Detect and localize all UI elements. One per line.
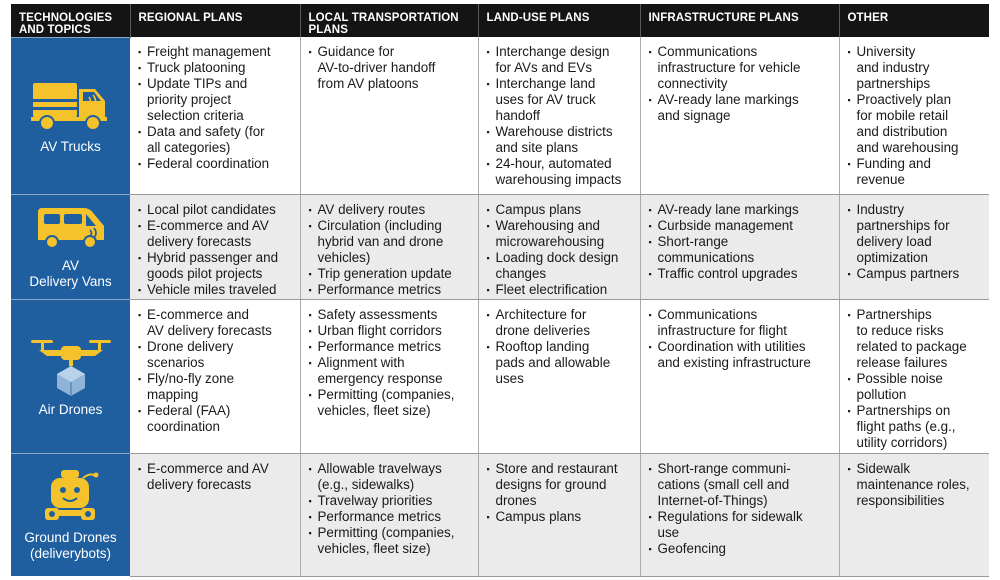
text-line: drones — [495, 492, 537, 508]
truck-icon — [31, 77, 111, 133]
text-line: Data and safety (for — [147, 124, 265, 139]
bullet-list — [309, 307, 472, 419]
text-line: Fleet electrification — [495, 281, 608, 297]
text-line: emergency response — [317, 370, 443, 386]
list-item — [138, 76, 294, 124]
text-line: Curbside management — [657, 217, 793, 233]
text-line: infrastructure for flight — [657, 322, 787, 338]
text-line: Architecture for — [495, 306, 587, 322]
text-line: Proactively plan — [856, 92, 952, 107]
cell-regional — [130, 194, 300, 299]
text-line: mapping — [147, 386, 199, 402]
text-line: Store and restaurant — [495, 460, 618, 476]
text-line: Guidance for — [317, 44, 395, 59]
list-item — [309, 339, 472, 355]
list-item — [848, 202, 984, 266]
text-line: revenue — [856, 172, 905, 187]
text-line: Drone delivery — [147, 338, 234, 354]
text-line: maintenance roles, — [856, 476, 970, 492]
text-line: Truck platooning — [147, 60, 246, 75]
header-technologies — [11, 4, 130, 37]
text-line: communications — [657, 249, 755, 265]
cell-infrastructure — [640, 194, 839, 299]
text-line: Traffic control upgrades — [657, 265, 798, 281]
list-item — [848, 266, 984, 282]
text-line: AV-ready lane markings — [657, 92, 799, 107]
list-item — [138, 403, 294, 435]
text-line: PLANS — [308, 24, 348, 36]
text-line: AV-ready lane markings — [657, 201, 799, 217]
text-line: for mobile retail — [856, 108, 949, 123]
text-line: delivery forecasts — [147, 233, 252, 249]
text-line: Short-range — [657, 233, 729, 249]
list-item — [487, 156, 634, 188]
row-av-delivery-vans — [11, 194, 989, 299]
bullet-list — [487, 44, 634, 188]
text-line: (deliverybots) — [29, 545, 112, 561]
row-ground-drones — [11, 453, 989, 576]
text-line: connectivity — [657, 76, 728, 91]
list-item — [309, 387, 472, 419]
text-line: drone deliveries — [495, 322, 591, 338]
text-line: Warehouse districts — [495, 124, 613, 139]
text-line: and existing infrastructure — [657, 354, 811, 370]
text-line: selection criteria — [147, 108, 244, 123]
text-line: LOCAL TRANSPORTATION — [308, 12, 459, 24]
list-item — [309, 307, 472, 323]
list-item — [848, 44, 984, 92]
list-item — [138, 44, 294, 60]
list-item — [138, 339, 294, 371]
text-line: microwarehousing — [495, 233, 605, 249]
list-item — [848, 92, 984, 156]
text-line: LAND-USE PLANS — [486, 12, 590, 24]
cell-other — [839, 299, 989, 453]
text-line: Ground Drones — [24, 529, 117, 545]
text-line: Internet-of-Things) — [657, 492, 768, 508]
bullet-list — [848, 44, 984, 188]
header-local-transportation-plans — [300, 4, 478, 37]
text-line: Federal coordination — [147, 156, 270, 171]
list-item — [848, 403, 984, 451]
text-line: AV Trucks — [40, 138, 101, 154]
list-item — [309, 509, 472, 525]
text-line: for AVs and EVs — [495, 60, 593, 75]
text-line: Partnerships on — [856, 402, 951, 418]
header-other — [839, 4, 989, 37]
text-line: and site plans — [495, 140, 579, 155]
text-line: Freight management — [147, 44, 271, 59]
text-line: Interchange land — [495, 76, 596, 91]
text-line: Alignment with — [317, 354, 405, 370]
header-regional-plans — [130, 4, 300, 37]
cell-land-use — [478, 299, 640, 453]
header-land-use-plans — [478, 4, 640, 37]
text-line: Performance metrics — [317, 281, 442, 297]
text-line: to reduce risks — [856, 322, 944, 338]
text-line: Rooftop landing — [495, 338, 590, 354]
text-line: pads and allowable — [495, 354, 611, 370]
text-line: from AV platoons — [317, 76, 419, 91]
text-line: Campus plans — [495, 201, 582, 217]
text-line: Circulation (including — [317, 217, 442, 233]
van-icon — [34, 204, 108, 252]
bullet-list — [848, 307, 984, 451]
list-item — [649, 541, 833, 557]
text-line: Campus partners — [856, 265, 960, 281]
text-line: and signage — [657, 108, 731, 123]
cell-other — [839, 453, 989, 576]
list-item — [649, 44, 833, 92]
planning-matrix-table — [11, 4, 989, 577]
text-line: Funding and — [856, 156, 931, 171]
topic-air-drones — [11, 299, 130, 453]
text-line: Coordination with utilities — [657, 338, 806, 354]
cell-other — [839, 37, 989, 194]
list-item — [487, 250, 634, 282]
list-item — [309, 202, 472, 218]
list-item — [487, 202, 634, 218]
cell-regional — [130, 37, 300, 194]
list-item — [649, 92, 833, 124]
bullet-list — [138, 44, 294, 172]
text-line: Communications — [657, 44, 758, 59]
bullet-list — [649, 307, 833, 371]
cell-infrastructure — [640, 453, 839, 576]
text-line: Allowable travelways — [317, 460, 442, 476]
list-item — [309, 218, 472, 266]
text-line: E-commerce and AV — [147, 217, 269, 233]
text-line: coordination — [147, 418, 220, 434]
bullet-list — [649, 461, 833, 557]
list-item — [649, 202, 833, 218]
text-line: Vehicle miles traveled — [147, 281, 277, 297]
list-item — [138, 60, 294, 76]
text-line: flight paths (e.g., — [856, 418, 956, 434]
text-line: use — [657, 524, 680, 540]
text-line: Short-range communi- — [657, 460, 791, 476]
text-line: AV — [61, 257, 79, 273]
list-item — [138, 461, 294, 493]
text-line: Hybrid passenger and — [147, 249, 279, 265]
cell-regional — [130, 299, 300, 453]
bullet-list — [649, 44, 833, 124]
list-item — [649, 509, 833, 541]
text-line: Performance metrics — [317, 508, 442, 524]
text-line: E-commerce and — [147, 306, 249, 322]
text-line: Communications — [657, 306, 758, 322]
list-item — [487, 124, 634, 156]
bullet-list — [309, 44, 472, 92]
list-item — [649, 266, 833, 282]
text-line: Permitting (companies, — [317, 524, 455, 540]
cell-land-use — [478, 194, 640, 299]
text-line: designs for ground — [495, 476, 607, 492]
text-line: responsibilities — [856, 492, 945, 508]
text-line: and industry — [856, 60, 930, 75]
text-line: AV delivery forecasts — [147, 322, 272, 338]
text-line: Delivery Vans — [29, 273, 112, 289]
bullet-list — [848, 202, 984, 282]
list-item — [649, 307, 833, 339]
list-item — [309, 493, 472, 509]
cell-local-transportation — [300, 194, 478, 299]
list-item — [487, 509, 634, 525]
text-line: Interchange design — [495, 44, 610, 59]
text-line: and distribution — [856, 124, 948, 139]
topic-label — [11, 139, 130, 155]
bullet-list — [487, 307, 634, 387]
row-air-drones — [11, 299, 989, 453]
list-item — [848, 156, 984, 188]
cell-local-transportation — [300, 453, 478, 576]
text-line: changes — [495, 265, 547, 281]
text-line: cations (small cell and — [657, 476, 790, 492]
list-item — [138, 218, 294, 250]
text-line: Loading dock design — [495, 249, 619, 265]
row-av-trucks — [11, 37, 989, 194]
bullet-list — [649, 202, 833, 282]
text-line: vehicles, fleet size) — [317, 402, 431, 418]
text-line: Sidewalk — [856, 460, 911, 476]
cell-infrastructure — [640, 299, 839, 453]
cell-regional — [130, 453, 300, 576]
text-line: OTHER — [847, 12, 889, 24]
list-item — [649, 339, 833, 371]
text-line: uses for AV truck — [495, 92, 596, 107]
topic-label — [11, 402, 130, 418]
list-item — [309, 355, 472, 387]
header-row — [11, 4, 989, 37]
text-line: E-commerce and AV — [147, 460, 269, 476]
text-line: scenarios — [147, 354, 205, 370]
topic-ground-drones — [11, 453, 130, 576]
text-line: release failures — [856, 354, 948, 370]
list-item — [309, 323, 472, 339]
text-line: Permitting (companies, — [317, 386, 455, 402]
list-item — [138, 156, 294, 172]
list-item — [487, 461, 634, 509]
list-item — [138, 124, 294, 156]
cell-infrastructure — [640, 37, 839, 194]
cell-local-transportation — [300, 37, 478, 194]
text-line: related to package — [856, 338, 967, 354]
topic-label — [11, 530, 130, 562]
list-item — [848, 461, 984, 509]
text-line: REGIONAL PLANS — [138, 12, 243, 24]
cell-land-use — [478, 37, 640, 194]
text-line: TECHNOLOGIES — [19, 12, 113, 24]
text-line: Performance metrics — [317, 338, 442, 354]
text-line: vehicles) — [317, 249, 371, 265]
list-item — [848, 307, 984, 371]
bullet-list — [138, 307, 294, 435]
text-line: priority project — [147, 92, 232, 107]
text-line: partnerships for — [856, 217, 950, 233]
text-line: Update TIPs and — [147, 76, 248, 91]
text-line: vehicles, fleet size) — [317, 540, 431, 556]
list-item — [487, 76, 634, 124]
text-line: Air Drones — [38, 402, 103, 417]
text-line: Campus plans — [495, 508, 582, 524]
list-item — [138, 250, 294, 282]
list-item — [138, 307, 294, 339]
text-line: all categories) — [147, 140, 231, 155]
text-line: Fly/no-fly zone — [147, 370, 235, 386]
topic-av-trucks — [11, 37, 130, 194]
text-line: Regulations for sidewalk — [657, 508, 803, 524]
text-line: partnerships — [856, 76, 931, 91]
text-line: Travelway priorities — [317, 492, 433, 508]
text-line: goods pilot projects — [147, 265, 263, 281]
list-item — [487, 307, 634, 339]
list-item — [487, 218, 634, 250]
text-line: Federal (FAA) — [147, 402, 231, 418]
bullet-list — [487, 461, 634, 525]
list-item — [309, 461, 472, 493]
text-line: 24-hour, automated — [495, 156, 612, 171]
text-line: AV delivery routes — [317, 201, 426, 217]
air-drone-icon — [29, 334, 113, 396]
list-item — [309, 44, 472, 92]
cell-local-transportation — [300, 299, 478, 453]
list-item — [309, 266, 472, 282]
text-line: delivery forecasts — [147, 476, 252, 492]
bullet-list — [309, 461, 472, 557]
topic-label — [11, 258, 130, 290]
list-item — [138, 282, 294, 298]
text-line: Geofencing — [657, 540, 726, 556]
text-line: Possible noise — [856, 370, 943, 386]
list-item — [487, 282, 634, 298]
list-item — [138, 371, 294, 403]
cell-other — [839, 194, 989, 299]
text-line: delivery load — [856, 233, 932, 249]
text-line: AND TOPICS — [19, 24, 91, 36]
bullet-list — [138, 202, 294, 298]
text-line: Trip generation update — [317, 265, 452, 281]
text-line: Local pilot candidates — [147, 201, 276, 217]
text-line: Industry — [856, 201, 905, 217]
list-item — [487, 339, 634, 387]
text-line: and warehousing — [856, 140, 959, 155]
text-line: Partnerships — [856, 306, 932, 322]
text-line: University — [856, 44, 916, 59]
bullet-list — [848, 461, 984, 509]
bullet-list — [487, 202, 634, 298]
bullet-list — [138, 461, 294, 493]
text-line: warehousing impacts — [495, 172, 622, 187]
header-infrastructure-plans — [640, 4, 839, 37]
text-line: handoff — [495, 108, 540, 123]
text-line: utility corridors) — [856, 434, 948, 450]
text-line: optimization — [856, 249, 928, 265]
bullet-list — [309, 202, 472, 298]
text-line: Safety assessments — [317, 306, 438, 322]
text-line: (e.g., sidewalks) — [317, 476, 415, 492]
text-line: Urban flight corridors — [317, 322, 442, 338]
ground-drone-icon — [41, 468, 101, 524]
list-item — [649, 218, 833, 234]
list-item — [649, 234, 833, 266]
cell-land-use — [478, 453, 640, 576]
list-item — [848, 371, 984, 403]
text-line: pollution — [856, 386, 907, 402]
topic-av-delivery-vans — [11, 194, 130, 299]
text-line: uses — [495, 370, 524, 386]
text-line: INFRASTRUCTURE PLANS — [648, 12, 799, 24]
list-item — [138, 202, 294, 218]
text-line: hybrid van and drone — [317, 233, 444, 249]
text-line: Warehousing and — [495, 217, 600, 233]
list-item — [649, 461, 833, 509]
text-line: AV-to-driver handoff — [317, 60, 436, 75]
list-item — [309, 525, 472, 557]
list-item — [309, 282, 472, 298]
text-line: infrastructure for vehicle — [657, 60, 801, 75]
list-item — [487, 44, 634, 76]
